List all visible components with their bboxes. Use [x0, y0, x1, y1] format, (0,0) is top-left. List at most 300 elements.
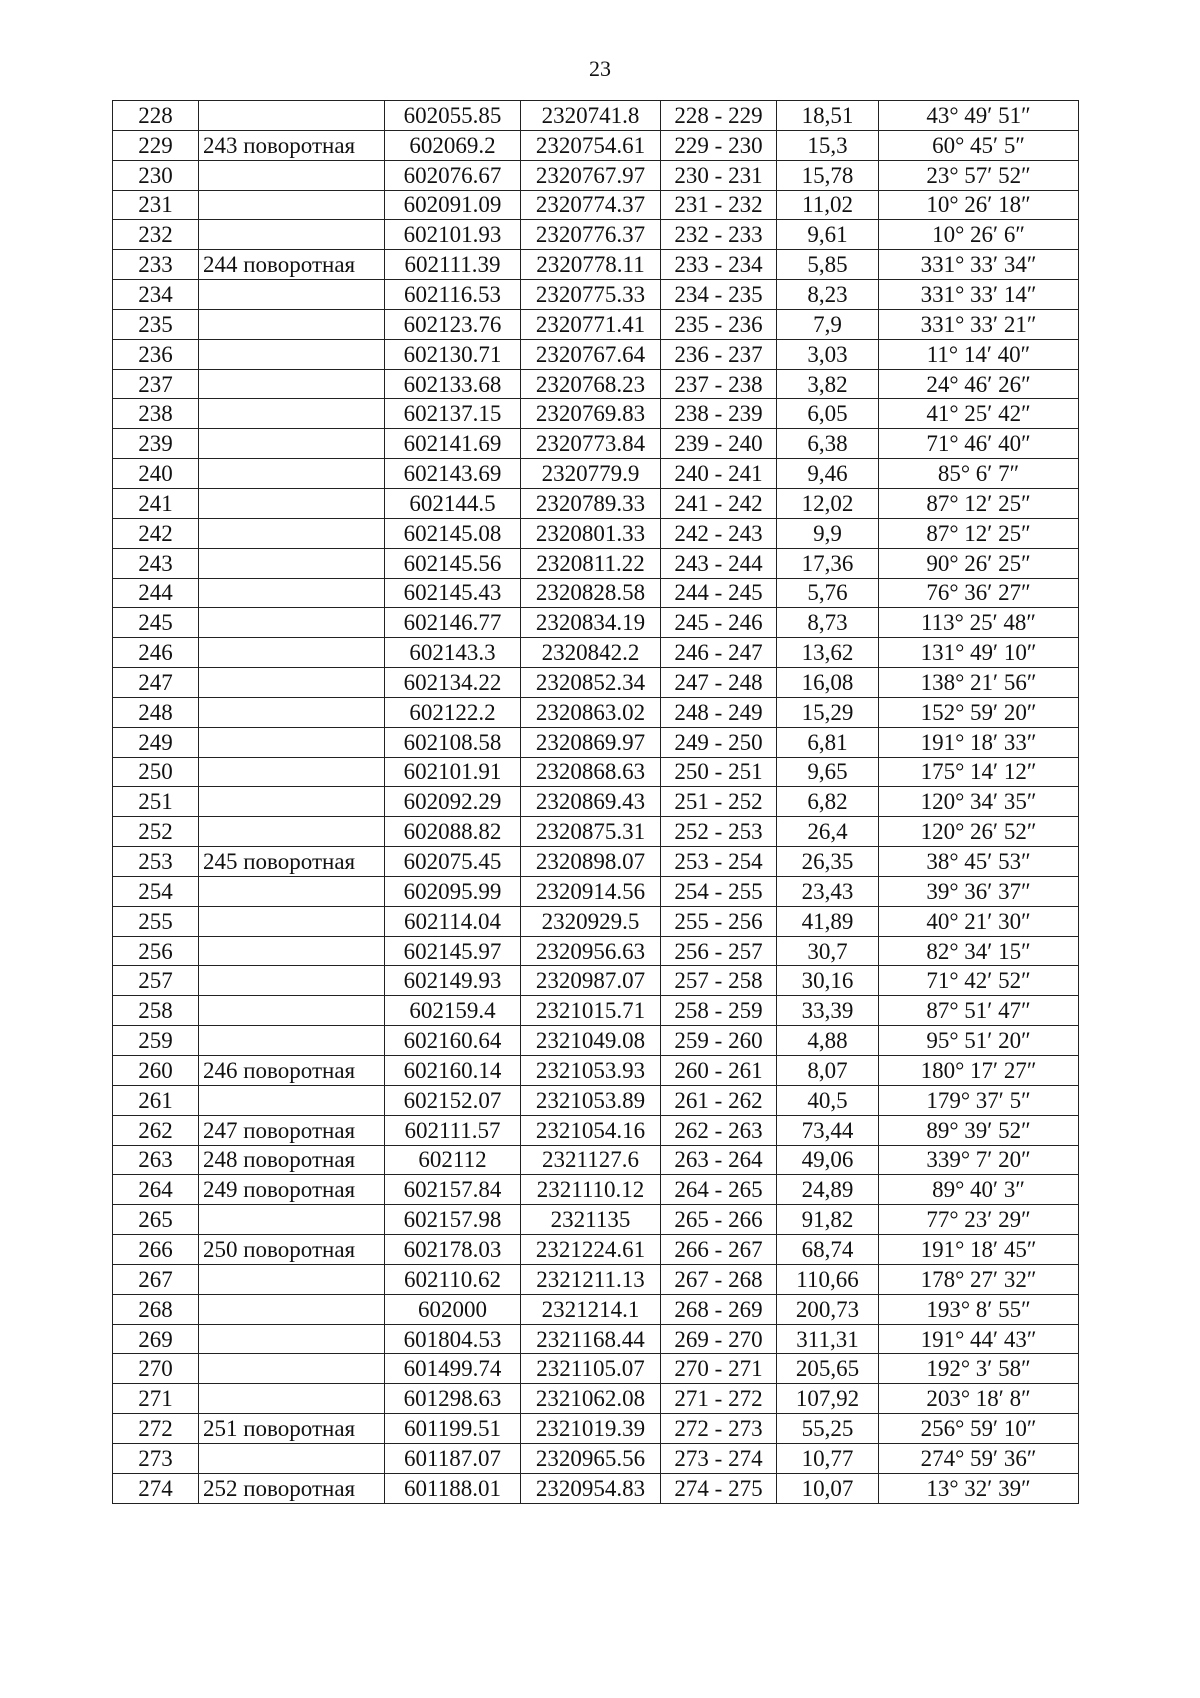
segment-cell: 235 - 236: [661, 309, 777, 339]
angle-cell: 193° 8′ 55″: [879, 1294, 1079, 1324]
point-number-cell: 230: [113, 160, 199, 190]
x-coordinate-cell: 602123.76: [385, 309, 521, 339]
point-number-cell: 248: [113, 697, 199, 727]
y-coordinate-cell: 2320898.07: [521, 847, 661, 877]
angle-cell: 191° 18′ 45″: [879, 1235, 1079, 1265]
point-number-cell: 241: [113, 488, 199, 518]
x-coordinate-cell: 602088.82: [385, 817, 521, 847]
point-type-cell: [199, 578, 385, 608]
angle-cell: 41° 25′ 42″: [879, 399, 1079, 429]
segment-cell: 268 - 269: [661, 1294, 777, 1324]
table-row: [113, 757, 1079, 787]
point-number-cell: 237: [113, 369, 199, 399]
length-cell: 6,81: [777, 727, 879, 757]
angle-cell: 10° 26′ 6″: [879, 220, 1079, 250]
x-coordinate-cell: 602137.15: [385, 399, 521, 429]
table-row: [113, 697, 1079, 727]
angle-cell: 90° 26′ 25″: [879, 548, 1079, 578]
point-number-cell: 253: [113, 847, 199, 877]
segment-cell: 251 - 252: [661, 787, 777, 817]
length-cell: 5,85: [777, 250, 879, 280]
point-type-cell: [199, 697, 385, 727]
point-number-cell: 273: [113, 1443, 199, 1473]
point-number-cell: 265: [113, 1205, 199, 1235]
angle-cell: 71° 46′ 40″: [879, 429, 1079, 459]
segment-cell: 273 - 274: [661, 1443, 777, 1473]
table-row: [113, 668, 1079, 698]
length-cell: 10,07: [777, 1473, 879, 1503]
angle-cell: 11° 14′ 40″: [879, 339, 1079, 369]
point-number-cell: 232: [113, 220, 199, 250]
x-coordinate-cell: 602145.97: [385, 936, 521, 966]
table-row: [113, 1056, 1079, 1086]
x-coordinate-cell: 602095.99: [385, 876, 521, 906]
table-row: [113, 1115, 1079, 1145]
length-cell: 49,06: [777, 1145, 879, 1175]
segment-cell: 247 - 248: [661, 668, 777, 698]
angle-cell: 192° 3′ 58″: [879, 1354, 1079, 1384]
x-coordinate-cell: 602133.68: [385, 369, 521, 399]
table-row: [113, 876, 1079, 906]
table-row: [113, 548, 1079, 578]
x-coordinate-cell: 602075.45: [385, 847, 521, 877]
point-number-cell: 254: [113, 876, 199, 906]
segment-cell: 261 - 262: [661, 1085, 777, 1115]
x-coordinate-cell: 602146.77: [385, 608, 521, 638]
length-cell: 73,44: [777, 1115, 879, 1145]
segment-cell: 239 - 240: [661, 429, 777, 459]
point-type-cell: 246 поворотная: [199, 1056, 385, 1086]
point-type-cell: [199, 1264, 385, 1294]
length-cell: 3,82: [777, 369, 879, 399]
length-cell: 18,51: [777, 101, 879, 131]
x-coordinate-cell: 602076.67: [385, 160, 521, 190]
table-row: [113, 101, 1079, 131]
angle-cell: 77° 23′ 29″: [879, 1205, 1079, 1235]
length-cell: 26,4: [777, 817, 879, 847]
y-coordinate-cell: 2320771.41: [521, 309, 661, 339]
table-row: [113, 847, 1079, 877]
segment-cell: 249 - 250: [661, 727, 777, 757]
point-number-cell: 251: [113, 787, 199, 817]
point-type-cell: [199, 399, 385, 429]
length-cell: 12,02: [777, 488, 879, 518]
point-type-cell: [199, 1085, 385, 1115]
angle-cell: 120° 34′ 35″: [879, 787, 1079, 817]
point-type-cell: [199, 339, 385, 369]
y-coordinate-cell: 2320965.56: [521, 1443, 661, 1473]
table-row: [113, 250, 1079, 280]
y-coordinate-cell: 2321054.16: [521, 1115, 661, 1145]
y-coordinate-cell: 2320741.8: [521, 101, 661, 131]
table-row: [113, 1294, 1079, 1324]
point-type-cell: [199, 608, 385, 638]
point-type-cell: [199, 309, 385, 339]
y-coordinate-cell: 2321049.08: [521, 1026, 661, 1056]
length-cell: 8,73: [777, 608, 879, 638]
table-row: [113, 339, 1079, 369]
angle-cell: 87° 12′ 25″: [879, 518, 1079, 548]
table-row: [113, 1384, 1079, 1414]
length-cell: 30,16: [777, 966, 879, 996]
point-number-cell: 258: [113, 996, 199, 1026]
point-number-cell: 267: [113, 1264, 199, 1294]
segment-cell: 231 - 232: [661, 190, 777, 220]
angle-cell: 120° 26′ 52″: [879, 817, 1079, 847]
y-coordinate-cell: 2320828.58: [521, 578, 661, 608]
x-coordinate-cell: 601804.53: [385, 1324, 521, 1354]
y-coordinate-cell: 2321053.89: [521, 1085, 661, 1115]
y-coordinate-cell: 2320767.64: [521, 339, 661, 369]
point-type-cell: [199, 1294, 385, 1324]
point-type-cell: 247 поворотная: [199, 1115, 385, 1145]
point-type-cell: 245 поворотная: [199, 847, 385, 877]
y-coordinate-cell: 2320914.56: [521, 876, 661, 906]
y-coordinate-cell: 2321105.07: [521, 1354, 661, 1384]
point-type-cell: [199, 220, 385, 250]
segment-cell: 260 - 261: [661, 1056, 777, 1086]
point-type-cell: 250 поворотная: [199, 1235, 385, 1265]
y-coordinate-cell: 2320834.19: [521, 608, 661, 638]
angle-cell: 87° 12′ 25″: [879, 488, 1079, 518]
length-cell: 5,76: [777, 578, 879, 608]
segment-cell: 274 - 275: [661, 1473, 777, 1503]
point-type-cell: [199, 1026, 385, 1056]
angle-cell: 339° 7′ 20″: [879, 1145, 1079, 1175]
point-type-cell: [199, 966, 385, 996]
angle-cell: 82° 34′ 15″: [879, 936, 1079, 966]
length-cell: 107,92: [777, 1384, 879, 1414]
y-coordinate-cell: 2320875.31: [521, 817, 661, 847]
y-coordinate-cell: 2321053.93: [521, 1056, 661, 1086]
segment-cell: 242 - 243: [661, 518, 777, 548]
segment-cell: 234 - 235: [661, 280, 777, 310]
y-coordinate-cell: 2320779.9: [521, 459, 661, 489]
segment-cell: 266 - 267: [661, 1235, 777, 1265]
point-type-cell: [199, 1443, 385, 1473]
point-number-cell: 269: [113, 1324, 199, 1354]
point-type-cell: [199, 638, 385, 668]
y-coordinate-cell: 2320929.5: [521, 906, 661, 936]
point-type-cell: [199, 459, 385, 489]
point-number-cell: 274: [113, 1473, 199, 1503]
y-coordinate-cell: 2320868.63: [521, 757, 661, 787]
point-type-cell: [199, 1205, 385, 1235]
x-coordinate-cell: 602110.62: [385, 1264, 521, 1294]
length-cell: 33,39: [777, 996, 879, 1026]
length-cell: 311,31: [777, 1324, 879, 1354]
segment-cell: 256 - 257: [661, 936, 777, 966]
length-cell: 24,89: [777, 1175, 879, 1205]
x-coordinate-cell: 602101.91: [385, 757, 521, 787]
segment-cell: 245 - 246: [661, 608, 777, 638]
x-coordinate-cell: 602092.29: [385, 787, 521, 817]
x-coordinate-cell: 602108.58: [385, 727, 521, 757]
length-cell: 15,3: [777, 130, 879, 160]
point-number-cell: 268: [113, 1294, 199, 1324]
x-coordinate-cell: 602134.22: [385, 668, 521, 698]
length-cell: 9,9: [777, 518, 879, 548]
angle-cell: 89° 39′ 52″: [879, 1115, 1079, 1145]
y-coordinate-cell: 2320769.83: [521, 399, 661, 429]
table-row: [113, 309, 1079, 339]
segment-cell: 250 - 251: [661, 757, 777, 787]
angle-cell: 178° 27′ 32″: [879, 1264, 1079, 1294]
y-coordinate-cell: 2320811.22: [521, 548, 661, 578]
y-coordinate-cell: 2320954.83: [521, 1473, 661, 1503]
point-number-cell: 242: [113, 518, 199, 548]
angle-cell: 43° 49′ 51″: [879, 101, 1079, 131]
table-row: [113, 1354, 1079, 1384]
angle-cell: 23° 57′ 52″: [879, 160, 1079, 190]
x-coordinate-cell: 602055.85: [385, 101, 521, 131]
table-row: [113, 608, 1079, 638]
x-coordinate-cell: 602149.93: [385, 966, 521, 996]
length-cell: 205,65: [777, 1354, 879, 1384]
table-row: [113, 936, 1079, 966]
table-row: [113, 1324, 1079, 1354]
point-type-cell: [199, 1354, 385, 1384]
table-row: [113, 488, 1079, 518]
length-cell: 15,78: [777, 160, 879, 190]
y-coordinate-cell: 2321211.13: [521, 1264, 661, 1294]
x-coordinate-cell: 602130.71: [385, 339, 521, 369]
angle-cell: 274° 59′ 36″: [879, 1443, 1079, 1473]
point-type-cell: 252 поворотная: [199, 1473, 385, 1503]
length-cell: 9,61: [777, 220, 879, 250]
point-number-cell: 234: [113, 280, 199, 310]
point-number-cell: 266: [113, 1235, 199, 1265]
y-coordinate-cell: 2320754.61: [521, 130, 661, 160]
angle-cell: 87° 51′ 47″: [879, 996, 1079, 1026]
length-cell: 40,5: [777, 1085, 879, 1115]
length-cell: 4,88: [777, 1026, 879, 1056]
point-type-cell: [199, 757, 385, 787]
length-cell: 8,23: [777, 280, 879, 310]
y-coordinate-cell: 2320774.37: [521, 190, 661, 220]
point-type-cell: 244 поворотная: [199, 250, 385, 280]
angle-cell: 191° 44′ 43″: [879, 1324, 1079, 1354]
length-cell: 10,77: [777, 1443, 879, 1473]
x-coordinate-cell: 601188.01: [385, 1473, 521, 1503]
segment-cell: 230 - 231: [661, 160, 777, 190]
table-row: [113, 1473, 1079, 1503]
y-coordinate-cell: 2321127.6: [521, 1145, 661, 1175]
x-coordinate-cell: 602159.4: [385, 996, 521, 1026]
length-cell: 6,82: [777, 787, 879, 817]
point-number-cell: 261: [113, 1085, 199, 1115]
point-number-cell: 256: [113, 936, 199, 966]
table-row: [113, 1026, 1079, 1056]
point-type-cell: [199, 160, 385, 190]
x-coordinate-cell: 602111.39: [385, 250, 521, 280]
length-cell: 6,05: [777, 399, 879, 429]
angle-cell: 179° 37′ 5″: [879, 1085, 1079, 1115]
segment-cell: 258 - 259: [661, 996, 777, 1026]
table-row: [113, 280, 1079, 310]
table-row: [113, 220, 1079, 250]
point-type-cell: [199, 488, 385, 518]
y-coordinate-cell: 2320768.23: [521, 369, 661, 399]
x-coordinate-cell: 602160.64: [385, 1026, 521, 1056]
angle-cell: 76° 36′ 27″: [879, 578, 1079, 608]
point-number-cell: 235: [113, 309, 199, 339]
table-row: [113, 817, 1079, 847]
point-type-cell: [199, 996, 385, 1026]
segment-cell: 232 - 233: [661, 220, 777, 250]
segment-cell: 255 - 256: [661, 906, 777, 936]
table-row: [113, 578, 1079, 608]
y-coordinate-cell: 2320778.11: [521, 250, 661, 280]
point-type-cell: [199, 668, 385, 698]
point-number-cell: 270: [113, 1354, 199, 1384]
point-number-cell: 259: [113, 1026, 199, 1056]
point-number-cell: 271: [113, 1384, 199, 1414]
segment-cell: 263 - 264: [661, 1145, 777, 1175]
point-number-cell: 228: [113, 101, 199, 131]
length-cell: 91,82: [777, 1205, 879, 1235]
point-number-cell: 272: [113, 1414, 199, 1444]
x-coordinate-cell: 602114.04: [385, 906, 521, 936]
length-cell: 6,38: [777, 429, 879, 459]
table-row: [113, 906, 1079, 936]
angle-cell: 85° 6′ 7″: [879, 459, 1079, 489]
segment-cell: 240 - 241: [661, 459, 777, 489]
length-cell: 15,29: [777, 697, 879, 727]
length-cell: 41,89: [777, 906, 879, 936]
segment-cell: 236 - 237: [661, 339, 777, 369]
y-coordinate-cell: 2320863.02: [521, 697, 661, 727]
segment-cell: 243 - 244: [661, 548, 777, 578]
y-coordinate-cell: 2320956.63: [521, 936, 661, 966]
point-type-cell: [199, 727, 385, 757]
table-row: [113, 996, 1079, 1026]
point-number-cell: 236: [113, 339, 199, 369]
angle-cell: 38° 45′ 53″: [879, 847, 1079, 877]
length-cell: 23,43: [777, 876, 879, 906]
table-row: [113, 1175, 1079, 1205]
point-type-cell: 248 поворотная: [199, 1145, 385, 1175]
segment-cell: 270 - 271: [661, 1354, 777, 1384]
angle-cell: 24° 46′ 26″: [879, 369, 1079, 399]
segment-cell: 272 - 273: [661, 1414, 777, 1444]
y-coordinate-cell: 2320869.97: [521, 727, 661, 757]
angle-cell: 138° 21′ 56″: [879, 668, 1079, 698]
angle-cell: 13° 32′ 39″: [879, 1473, 1079, 1503]
x-coordinate-cell: 602157.84: [385, 1175, 521, 1205]
point-number-cell: 229: [113, 130, 199, 160]
segment-cell: 233 - 234: [661, 250, 777, 280]
point-number-cell: 240: [113, 459, 199, 489]
x-coordinate-cell: 602145.08: [385, 518, 521, 548]
y-coordinate-cell: 2320789.33: [521, 488, 661, 518]
point-number-cell: 257: [113, 966, 199, 996]
y-coordinate-cell: 2321062.08: [521, 1384, 661, 1414]
table-row: [113, 1414, 1079, 1444]
point-number-cell: 243: [113, 548, 199, 578]
page-number: 23: [589, 56, 611, 81]
point-type-cell: [199, 548, 385, 578]
length-cell: 7,9: [777, 309, 879, 339]
angle-cell: 191° 18′ 33″: [879, 727, 1079, 757]
x-coordinate-cell: 602152.07: [385, 1085, 521, 1115]
angle-cell: 71° 42′ 52″: [879, 966, 1079, 996]
point-type-cell: [199, 1384, 385, 1414]
x-coordinate-cell: 602157.98: [385, 1205, 521, 1235]
x-coordinate-cell: 602145.43: [385, 578, 521, 608]
length-cell: 17,36: [777, 548, 879, 578]
angle-cell: 256° 59′ 10″: [879, 1414, 1079, 1444]
table-row: [113, 130, 1079, 160]
point-number-cell: 247: [113, 668, 199, 698]
y-coordinate-cell: 2321019.39: [521, 1414, 661, 1444]
x-coordinate-cell: 602143.3: [385, 638, 521, 668]
angle-cell: 180° 17′ 27″: [879, 1056, 1079, 1086]
point-type-cell: 251 поворотная: [199, 1414, 385, 1444]
point-number-cell: 245: [113, 608, 199, 638]
segment-cell: 265 - 266: [661, 1205, 777, 1235]
y-coordinate-cell: 2321224.61: [521, 1235, 661, 1265]
length-cell: 11,02: [777, 190, 879, 220]
angle-cell: 175° 14′ 12″: [879, 757, 1079, 787]
point-type-cell: [199, 906, 385, 936]
angle-cell: 331° 33′ 21″: [879, 309, 1079, 339]
angle-cell: 95° 51′ 20″: [879, 1026, 1079, 1056]
segment-cell: 267 - 268: [661, 1264, 777, 1294]
coordinates-table-body: [113, 101, 1079, 1504]
y-coordinate-cell: 2320776.37: [521, 220, 661, 250]
point-number-cell: 252: [113, 817, 199, 847]
table-row: [113, 160, 1079, 190]
table-row: [113, 429, 1079, 459]
segment-cell: 257 - 258: [661, 966, 777, 996]
x-coordinate-cell: 601199.51: [385, 1414, 521, 1444]
point-number-cell: 262: [113, 1115, 199, 1145]
angle-cell: 10° 26′ 18″: [879, 190, 1079, 220]
length-cell: 9,46: [777, 459, 879, 489]
x-coordinate-cell: 602116.53: [385, 280, 521, 310]
point-type-cell: [199, 101, 385, 131]
table-row: [113, 638, 1079, 668]
x-coordinate-cell: 602091.09: [385, 190, 521, 220]
y-coordinate-cell: 2321110.12: [521, 1175, 661, 1205]
table-row: [113, 1443, 1079, 1473]
point-number-cell: 238: [113, 399, 199, 429]
segment-cell: 269 - 270: [661, 1324, 777, 1354]
point-type-cell: [199, 518, 385, 548]
point-number-cell: 233: [113, 250, 199, 280]
y-coordinate-cell: 2320852.34: [521, 668, 661, 698]
x-coordinate-cell: 602112: [385, 1145, 521, 1175]
x-coordinate-cell: 602000: [385, 1294, 521, 1324]
point-type-cell: [199, 936, 385, 966]
segment-cell: 252 - 253: [661, 817, 777, 847]
angle-cell: 131° 49′ 10″: [879, 638, 1079, 668]
x-coordinate-cell: 601187.07: [385, 1443, 521, 1473]
table-row: [113, 190, 1079, 220]
coordinates-table: [112, 100, 1079, 1504]
table-row: [113, 399, 1079, 429]
length-cell: 9,65: [777, 757, 879, 787]
point-type-cell: 243 поворотная: [199, 130, 385, 160]
table-row: [113, 518, 1079, 548]
length-cell: 13,62: [777, 638, 879, 668]
angle-cell: 331° 33′ 34″: [879, 250, 1079, 280]
segment-cell: 241 - 242: [661, 488, 777, 518]
y-coordinate-cell: 2320775.33: [521, 280, 661, 310]
length-cell: 110,66: [777, 1264, 879, 1294]
point-number-cell: 246: [113, 638, 199, 668]
